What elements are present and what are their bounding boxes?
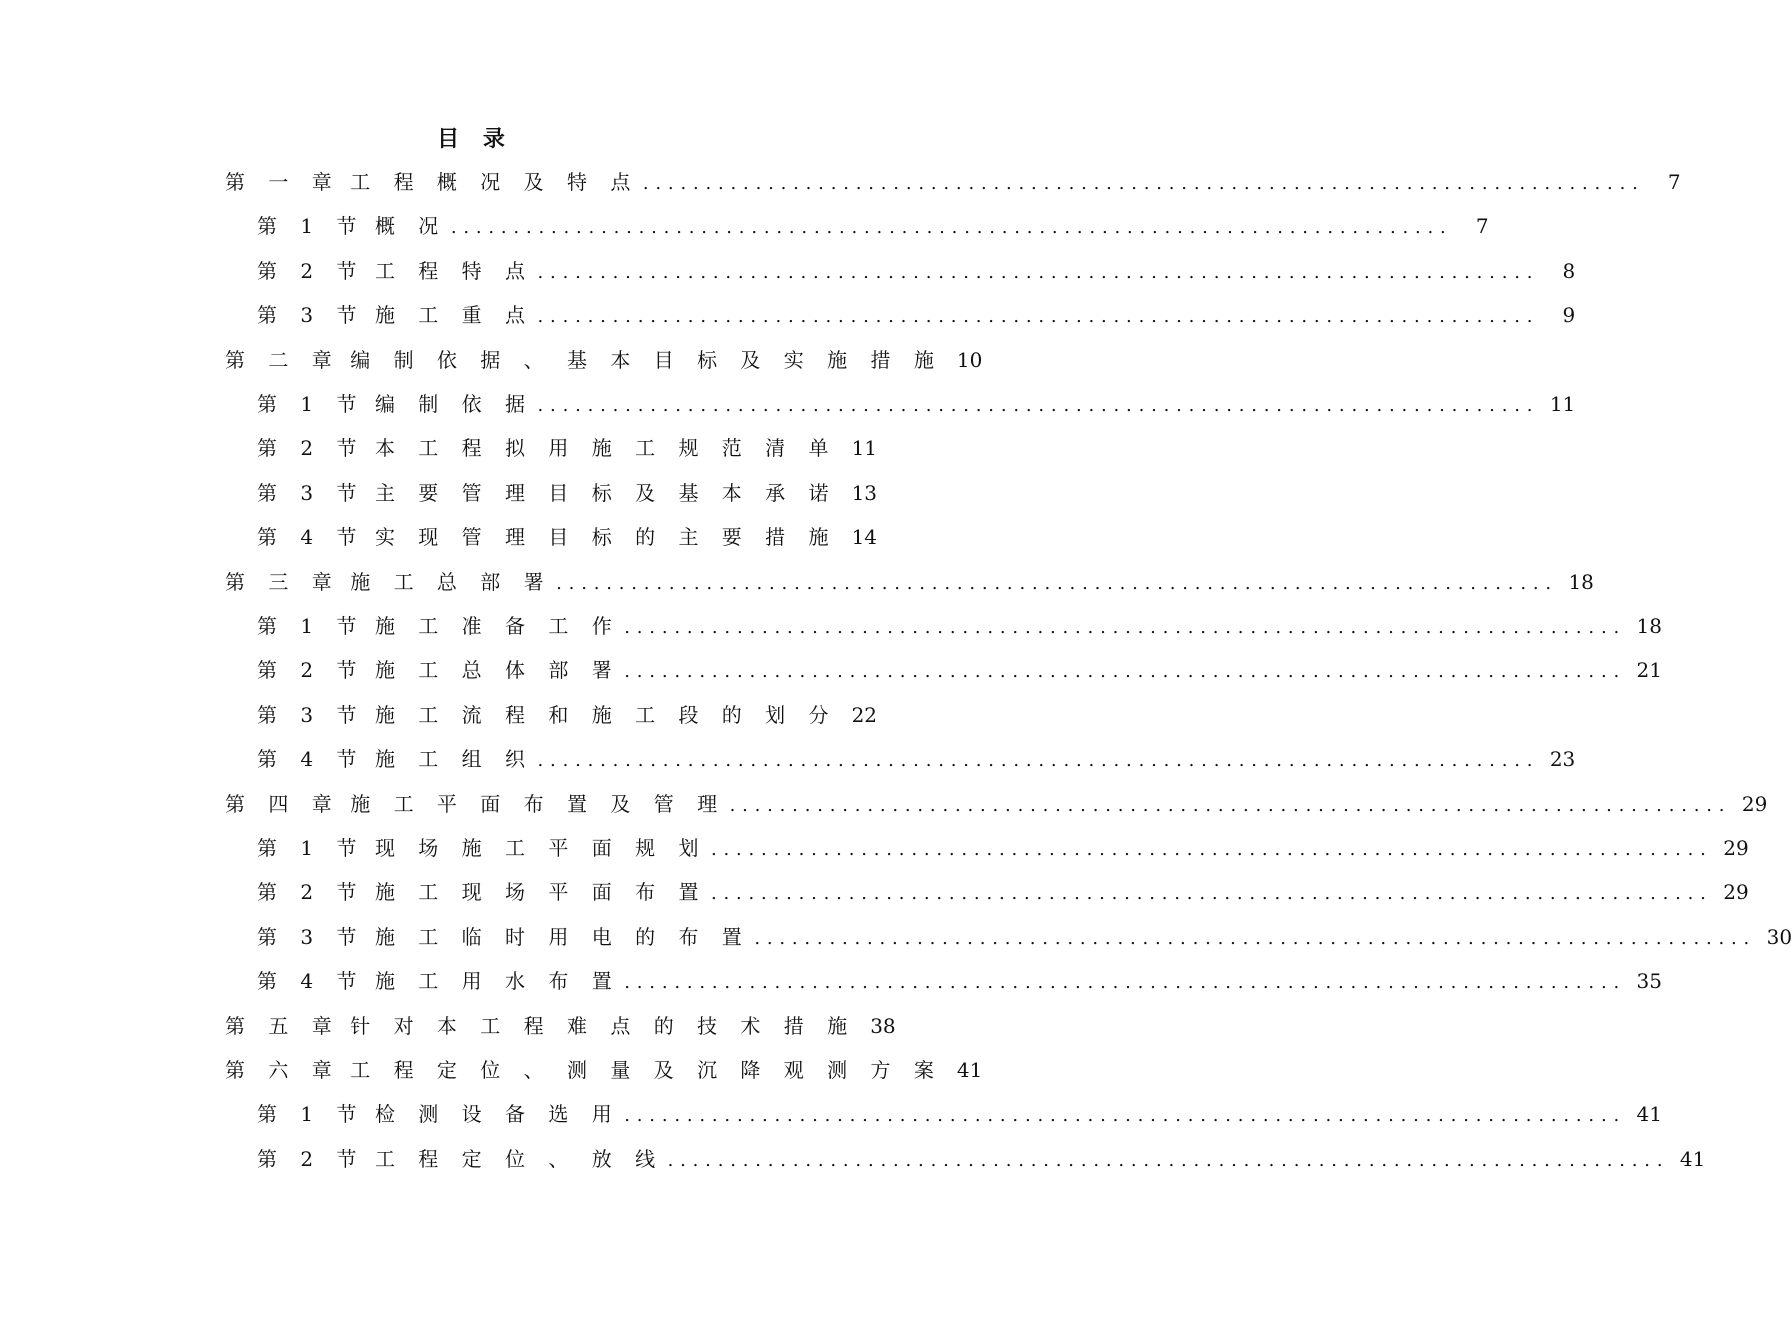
- toc-leader-dots: ................................................................................: [754, 927, 1757, 949]
- toc-entry-label: 第 3 节: [257, 303, 365, 328]
- toc-section-entry[interactable]: [257, 471, 878, 515]
- toc-leader-dots: ................................................................................: [624, 617, 1626, 638]
- toc-leader-dots: ................................................................................: [537, 306, 1540, 328]
- toc-entry-page: 30: [1766, 924, 1792, 949]
- toc-section-entry[interactable]: [257, 382, 1576, 426]
- toc-entry-title: 施 工 准 备 工 作: [374, 614, 621, 638]
- toc-leader-dots: ................................................................................: [624, 972, 1626, 994]
- toc-section-entry[interactable]: [257, 915, 1792, 959]
- toc-chapter-entry[interactable]: [225, 338, 983, 382]
- toc-leader-dots: ................................................................................: [729, 794, 1732, 816]
- toc-entry-label: 第 二 章: [225, 347, 341, 372]
- toc-entry-title: 针 对 本 工 程 难 点 的 技 术 措 施: [350, 1013, 856, 1038]
- toc-section-entry[interactable]: [257, 826, 1749, 870]
- toc-entry-label: 第 1 节: [257, 836, 365, 860]
- toc-entry-title: 施 工 现 场 平 面 布 置: [374, 880, 707, 905]
- toc-leader-dots: ................................................................................: [556, 572, 1558, 594]
- toc-entry-page: 29: [1741, 791, 1768, 816]
- toc-leader-dots: ................................................................................: [710, 883, 1713, 905]
- toc-entry-page: 21: [1636, 658, 1662, 683]
- toc-entry-label: 第 3 节: [257, 924, 365, 949]
- toc-section-entry[interactable]: [257, 959, 1662, 1003]
- toc-section-entry[interactable]: [257, 426, 878, 470]
- toc-entry-title: 实 现 管 理 目 标 的 主 要 措 施: [374, 525, 838, 550]
- toc-entry-title: 工 程 定 位 、 测 量 及 沉 降 观 测 方 案: [350, 1058, 943, 1082]
- toc-entry-title: 概 况: [374, 214, 447, 239]
- toc-entry-title: 施 工 流 程 和 施 工 段 的 划 分: [374, 702, 838, 727]
- toc-entry-label: 第 4 节: [257, 969, 365, 994]
- toc-entry-title: 主 要 管 理 目 标 及 基 本 承 诺: [374, 480, 838, 505]
- toc-entry-page: 11: [1549, 392, 1576, 416]
- toc-heading: 目 录: [437, 126, 513, 152]
- toc-entry-label: 第 2 节: [257, 880, 365, 905]
- toc-entry-title: 施 工 平 面 布 置 及 管 理: [350, 791, 726, 816]
- toc-entry-page: 23: [1549, 747, 1576, 772]
- toc-entry-page: 41: [1636, 1102, 1662, 1127]
- toc-entry-label: 第 五 章: [225, 1013, 341, 1038]
- toc-entry-label: 第 4 节: [257, 747, 365, 772]
- toc-leader-dots: ................................................................................: [642, 173, 1645, 194]
- toc-entry-page: 35: [1636, 969, 1662, 994]
- toc-entry-label: 第 六 章: [225, 1058, 341, 1082]
- toc-entry-title: 编 制 依 据: [374, 392, 534, 416]
- toc-chapter-entry[interactable]: [225, 1004, 896, 1048]
- toc-section-entry[interactable]: [257, 1137, 1706, 1181]
- toc-entry-label: 第 2 节: [257, 658, 365, 683]
- toc-entry-title: 施 工 组 织: [374, 747, 534, 772]
- toc-entry-label: 第 2 节: [257, 1146, 365, 1171]
- toc-entry-page: 11: [851, 436, 878, 461]
- toc-entry-page: 10: [956, 347, 983, 372]
- toc-entry-title: 工 程 概 况 及 特 点: [350, 170, 639, 194]
- toc-leader-dots: ................................................................................: [537, 750, 1540, 772]
- toc-entry-page: 18: [1636, 614, 1662, 638]
- toc-entry-label: 第 四 章: [225, 791, 341, 816]
- toc-entry-label: 第 1 节: [257, 614, 365, 638]
- toc-entry-label: 第 1 节: [257, 1102, 365, 1127]
- toc-entry-title: 施 工 临 时 用 电 的 布 置: [374, 924, 751, 949]
- toc-entry-label: 第 2 节: [257, 436, 365, 461]
- toc-entry-page: 22: [851, 702, 878, 727]
- toc-chapter-entry[interactable]: [225, 160, 1681, 204]
- toc-section-entry[interactable]: [257, 604, 1662, 648]
- toc-leader-dots: ................................................................................: [537, 395, 1540, 416]
- toc-entry-page: 7: [1475, 214, 1489, 239]
- toc-leader-dots: ................................................................................: [710, 839, 1713, 860]
- toc-section-entry[interactable]: [257, 648, 1662, 692]
- toc-entry-page: 29: [1723, 836, 1749, 860]
- toc-entry-title: 编 制 依 据 、 基 本 目 标 及 实 施 措 施: [350, 347, 943, 372]
- toc-entry-label: 第 2 节: [257, 258, 365, 283]
- toc-chapter-entry[interactable]: [225, 560, 1594, 604]
- toc-leader-dots: ................................................................................: [537, 261, 1540, 283]
- toc-entry-title: 本 工 程 拟 用 施 工 规 范 清 单: [374, 436, 838, 461]
- toc-entry-label: 第 3 节: [257, 702, 365, 727]
- toc-entry-label: 第 3 节: [257, 480, 365, 505]
- toc-leader-dots: ................................................................................: [624, 1105, 1626, 1127]
- toc-entry-page: 41: [1679, 1146, 1706, 1171]
- toc-entry-title: 工 程 定 位 、 放 线: [374, 1146, 664, 1171]
- toc-entry-label: 第 一 章: [225, 170, 341, 194]
- toc-entry-page: 38: [870, 1013, 896, 1038]
- toc-entry-title: 施 工 总 部 署: [350, 569, 553, 594]
- toc-section-entry[interactable]: [257, 737, 1576, 781]
- toc-entry-label: 第 1 节: [257, 214, 365, 239]
- toc-entry-title: 现 场 施 工 平 面 规 划: [374, 836, 707, 860]
- toc-entry-page: 18: [1568, 569, 1594, 594]
- toc-entry-title: 工 程 特 点: [374, 258, 534, 283]
- toc-entry-page: 8: [1562, 258, 1576, 283]
- toc-entry-title: 施 工 用 水 布 置: [374, 969, 621, 994]
- toc-chapter-entry[interactable]: [225, 782, 1768, 826]
- toc-entry-page: 29: [1723, 880, 1749, 905]
- toc-entry-label: 第 1 节: [257, 392, 365, 416]
- toc-leader-dots: ................................................................................: [667, 1149, 1670, 1171]
- toc-entry-title: 检 测 设 备 选 用: [374, 1102, 621, 1127]
- toc-entry-page: 9: [1562, 303, 1576, 328]
- toc-entry-title: 施 工 总 体 部 署: [374, 658, 621, 683]
- toc-section-entry[interactable]: [257, 293, 1576, 337]
- toc-section-entry[interactable]: [257, 515, 878, 559]
- toc-entry-title: 施 工 重 点: [374, 303, 534, 328]
- toc-section-entry[interactable]: [257, 1092, 1662, 1136]
- toc-entry-label: 第 4 节: [257, 525, 365, 550]
- toc-section-entry[interactable]: [257, 693, 878, 737]
- toc-leader-dots: ................................................................................: [450, 217, 1453, 239]
- toc-entry-page: 7: [1667, 170, 1681, 194]
- toc-section-entry[interactable]: [257, 249, 1576, 293]
- toc-section-entry[interactable]: [257, 204, 1489, 248]
- toc-section-entry[interactable]: [257, 870, 1749, 914]
- toc-entry-page: 13: [851, 480, 878, 505]
- toc-leader-dots: ................................................................................: [624, 661, 1626, 683]
- toc-chapter-entry[interactable]: [225, 1048, 983, 1092]
- toc-entry-page: 14: [851, 525, 878, 550]
- toc-entry-label: 第 三 章: [225, 569, 341, 594]
- toc-entry-page: 41: [956, 1058, 983, 1082]
